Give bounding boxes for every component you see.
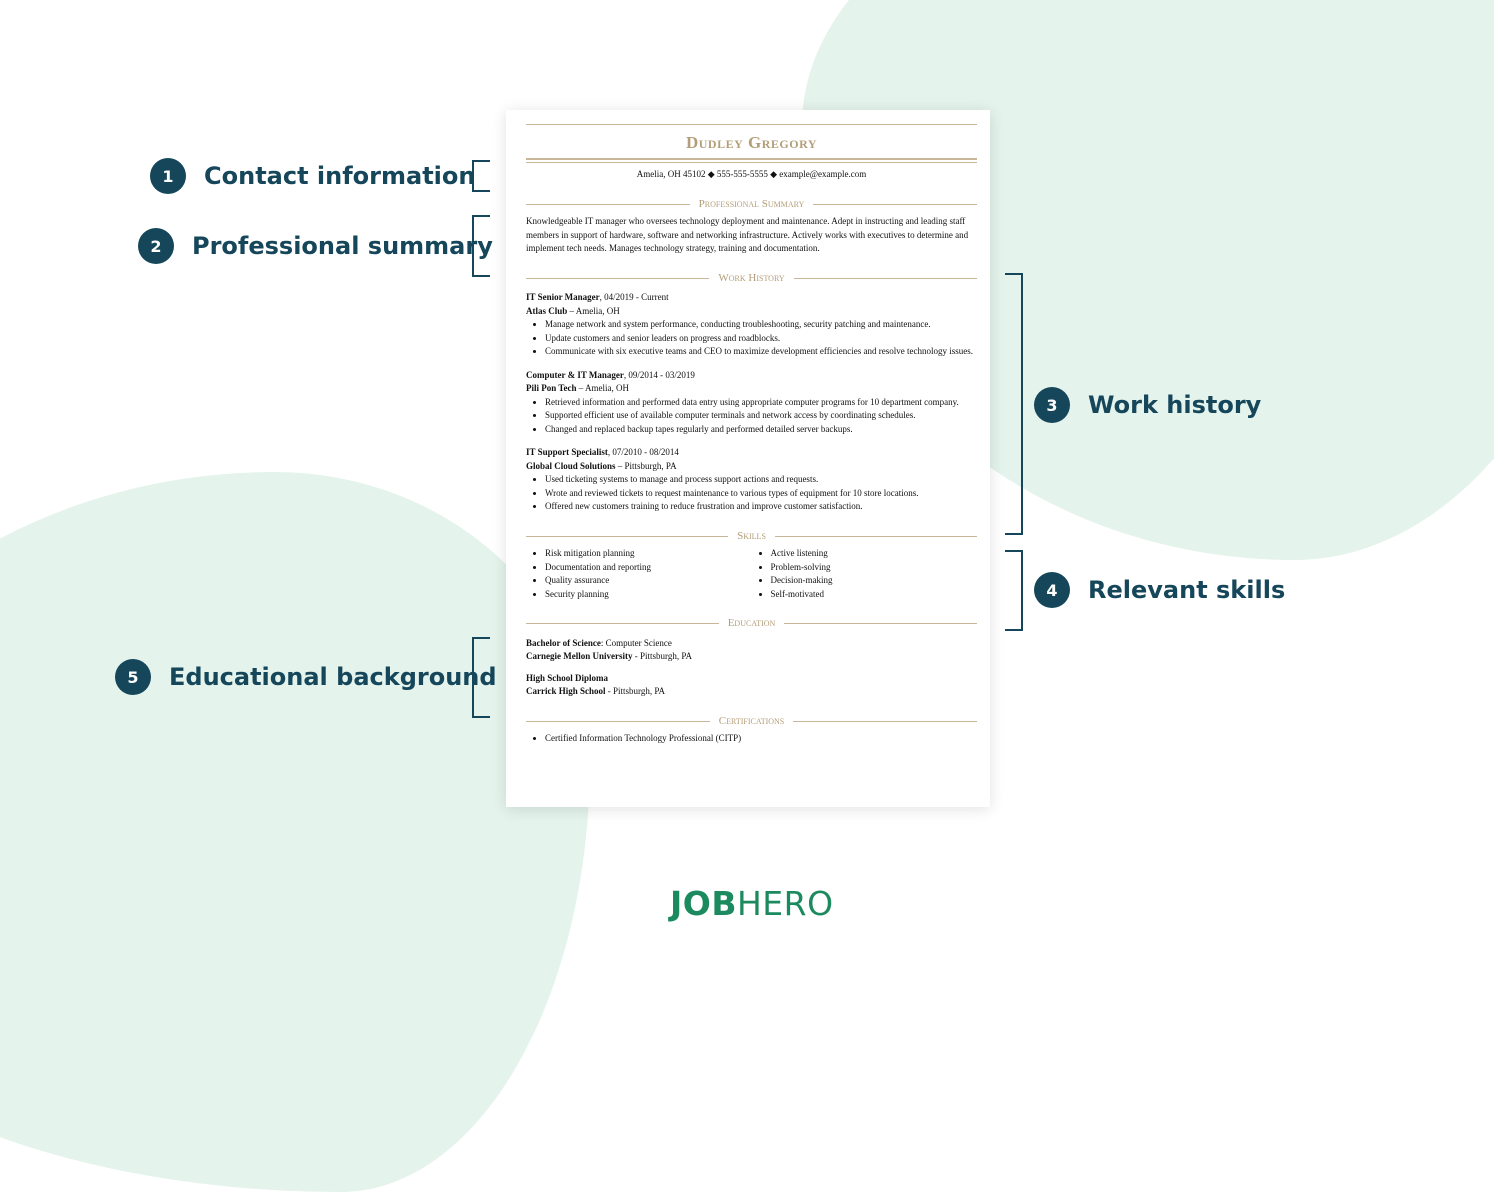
job-entry [526, 291, 977, 359]
callout-professional-summary [138, 228, 493, 264]
callout-number-badge: 4 [1034, 572, 1070, 608]
education-school: Carnegie Mellon University [526, 651, 633, 661]
logo-job-text: JOB [670, 884, 737, 923]
callout-label: Work history [1088, 391, 1262, 419]
callout-label: Professional summary [192, 232, 493, 260]
job-title: Computer & IT Manager [526, 369, 624, 380]
job-location: – Amelia, OH [567, 305, 620, 316]
skill-item: • Active listening [771, 547, 978, 561]
certification-item: • Certified Information Technology Professional (CITP) [545, 732, 977, 746]
education-location: - Pittsburgh, PA [632, 651, 693, 661]
skill-item: • Quality assurance [545, 574, 752, 588]
skills-column-right [752, 547, 978, 601]
resume-document [506, 110, 990, 807]
education-degree: Bachelor of Science [526, 637, 601, 648]
section-heading-education: Education [526, 617, 977, 631]
certifications-list [526, 732, 977, 746]
education-field: : Computer Science [600, 637, 672, 648]
work-history-list [526, 291, 977, 514]
job-bullet: • Offered new customers training to reduce frustration and improve customer satisfaction. [545, 500, 977, 514]
skill-item: • Risk mitigation planning [545, 547, 752, 561]
callout-label: Educational background [169, 663, 497, 691]
job-entry [526, 369, 977, 437]
job-location: – Amelia, OH [576, 383, 630, 393]
callout-number-badge: 3 [1034, 387, 1070, 423]
job-bullet: • Wrote and reviewed tickets to request maintenance to various types of equipment for 10 store locations. [545, 487, 977, 501]
job-dates: , 04/2019 - Current [599, 292, 669, 302]
section-heading-summary: Professional Summary [526, 198, 977, 212]
callout-relevant-skills [1034, 572, 1285, 608]
callout-label: Contact information [204, 162, 476, 190]
job-bullet: • Manage network and system performance, conducting troubleshooting, security patching and maintenance. [545, 318, 977, 332]
jobhero-logo [670, 884, 834, 923]
job-company: Atlas Club [526, 305, 568, 316]
callout-label: Relevant skills [1088, 576, 1286, 604]
job-bullet: • Communicate with six executive teams and CEO to maximize development efficiencies and resolve technology issues. [545, 345, 977, 359]
skill-item: • Documentation and reporting [545, 561, 752, 575]
job-bullet: • Changed and replaced backup tapes regularly and performed detailed server backups. [545, 423, 977, 437]
job-bullet: • Used ticketing systems to manage and process support actions and requests. [545, 473, 977, 487]
job-bullet: • Update customers and senior leaders on progress and roadblocks. [545, 332, 977, 346]
skill-item: • Self-motivated [771, 588, 978, 602]
job-entry [526, 446, 977, 514]
summary-text: Knowledgeable IT manager who oversees technology deployment and maintenance. Adept in instructing and leading staff members in support of hardware, software and networking infrastructure. Actively works with executives to determine and implement tech needs. Manages technology strategy, training and documentation. [526, 216, 969, 253]
job-location: – Pittsburgh, PA [615, 460, 677, 471]
bracket-work-history [1005, 273, 1023, 535]
job-bullet: • Retrieved information and performed data entry using appropriate computer programs for 10 department company. [545, 396, 977, 410]
skills-column-left [526, 547, 752, 601]
callout-work-history [1034, 387, 1261, 423]
bracket-education [472, 637, 490, 718]
job-company: Pili Pon Tech [526, 383, 577, 393]
skill-item: • Security planning [545, 588, 752, 602]
top-rule [526, 124, 977, 125]
job-title: IT Senior Manager [526, 292, 600, 302]
education-entry [526, 637, 977, 664]
resume-name: Dudley Gregory [685, 133, 817, 152]
job-company: Global Cloud Solutions [526, 460, 616, 471]
bracket-summary [472, 215, 490, 277]
job-dates: , 09/2014 - 03/2019 [623, 369, 695, 380]
bracket-contact [472, 160, 490, 192]
job-title: IT Support Specialist [526, 447, 608, 457]
skill-item: • Problem-solving [771, 561, 978, 575]
skills-grid [526, 547, 977, 601]
background-blob-bottom-left [0, 472, 590, 1192]
callout-contact-information [150, 158, 475, 194]
name-double-rule [526, 158, 977, 163]
section-heading-work-history: Work History [526, 272, 977, 286]
job-dates: , 07/2010 - 08/2014 [607, 447, 679, 457]
contact-line: Amelia, OH 45102 ◆ 555-555-5555 ◆ example@example.com [636, 169, 867, 179]
bracket-skills [1005, 550, 1023, 631]
callout-number-badge: 1 [150, 158, 186, 194]
skill-item: • Decision-making [771, 574, 978, 588]
section-heading-skills: Skills [526, 530, 977, 544]
callout-number-badge: 5 [115, 659, 151, 695]
education-entry [526, 672, 977, 699]
callout-number-badge: 2 [138, 228, 174, 264]
callout-educational-background [115, 659, 497, 695]
education-degree: High School Diploma [526, 672, 609, 683]
education-school: Carrick High School [526, 686, 606, 696]
logo-hero-text: HERO [736, 884, 834, 923]
education-location: - Pittsburgh, PA [605, 686, 666, 696]
section-heading-certifications: Certifications [526, 715, 977, 729]
job-bullet: • Supported efficient use of available computer terminals and network access by coordinating schedules. [545, 409, 977, 423]
